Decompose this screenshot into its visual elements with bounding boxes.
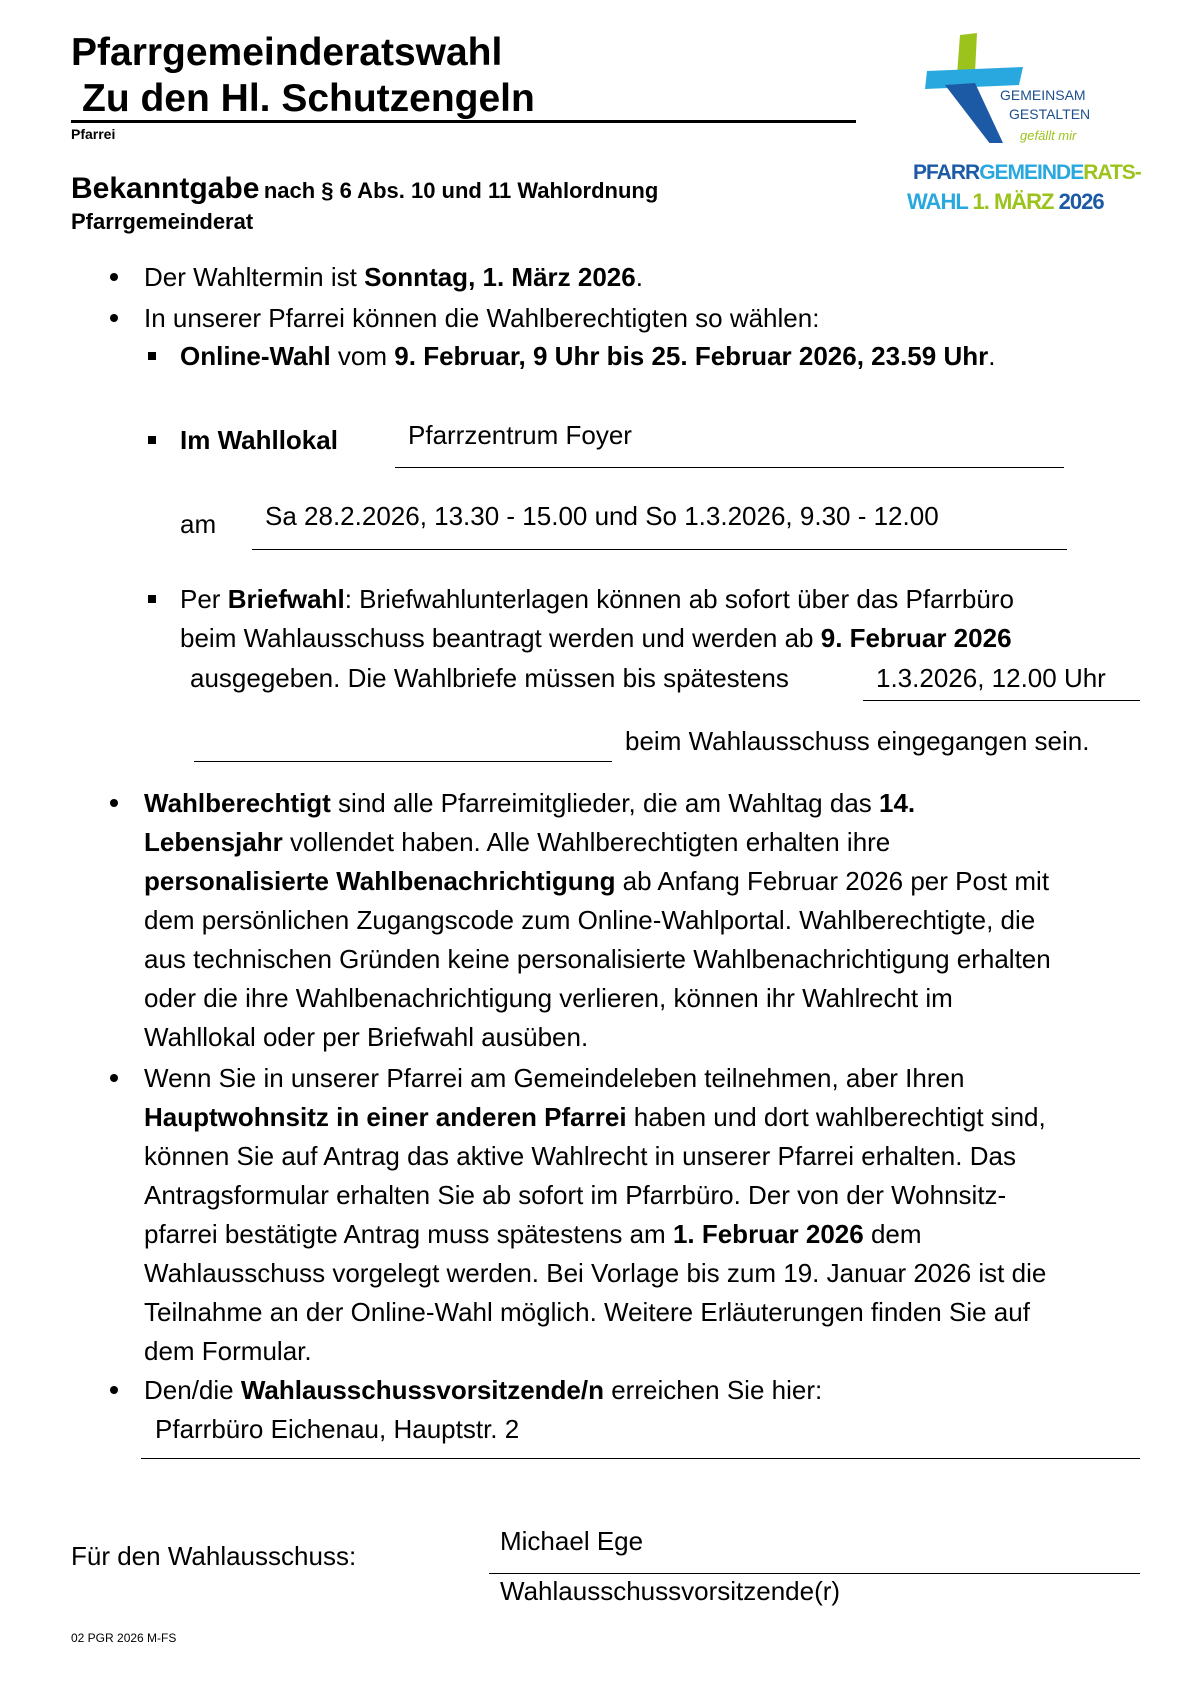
bold-text: Briefwahl <box>227 584 345 614</box>
postal-vote-line3 <box>190 659 789 698</box>
announcement-heading <box>71 172 658 206</box>
paragraph-line <box>144 823 890 862</box>
polling-station-field[interactable]: Pfarrzentrum Foyer <box>408 420 632 450</box>
paragraph-line <box>144 1332 312 1371</box>
text-run: sind alle Pfarreimitglieder, die am Wahltag das <box>330 788 880 818</box>
am-label: am <box>180 509 217 539</box>
bold-text: 9. Februar, 9 Uhr bis 25. Februar 2026, 23.59 Uhr <box>394 341 989 371</box>
text-run: vom <box>330 341 395 371</box>
bullet-marker <box>110 1386 118 1394</box>
logo <box>905 33 1141 223</box>
logo-title1c: RATS- <box>1083 161 1141 184</box>
bold-text: Lebensjahr <box>144 827 283 857</box>
paragraph-line <box>144 1137 1016 1176</box>
text-run: haben und dort wahlberechtigt sind, <box>626 1102 1046 1132</box>
logo-title2c: 2026 <box>1058 189 1104 214</box>
postal-vote-line4: beim Wahlausschuss eingegangen sein. <box>625 726 1090 756</box>
committee-contact-line <box>144 1371 822 1410</box>
postal-vote-line2 <box>180 619 1012 658</box>
bullet-marker <box>110 799 118 807</box>
bold-text: Wahlausschussvorsitzende/n <box>240 1375 604 1405</box>
logo-title2 <box>907 189 1104 215</box>
text-run: können Sie auf Antrag das aktive Wahlrecht in unserer Pfarrei erhalten. Das <box>144 1141 1016 1171</box>
text-run: Der Wahltermin ist <box>144 262 365 292</box>
paragraph-line <box>144 1293 1030 1332</box>
text-run: erreichen Sie hier: <box>603 1375 823 1405</box>
logo-title1a: PFARR <box>913 161 980 184</box>
sub-bullet-marker <box>148 595 156 603</box>
online-voting <box>180 337 995 376</box>
bold-text: personalisierte Wahlbenachrichtigung <box>144 866 616 896</box>
text-run: pfarrei bestätigte Antrag muss spätestens am <box>144 1219 673 1249</box>
text-run: . <box>988 341 996 371</box>
announcement-bold: Bekanntgabe <box>71 172 260 205</box>
parish-label: Pfarrei <box>71 126 116 142</box>
bold-text: 14. <box>879 788 916 818</box>
text-run: Antragsformular erhalten Sie ab sofort im Pfarrbüro. Der von der Wohnsitz- <box>144 1180 1007 1210</box>
text-run: dem Formular. <box>144 1336 312 1366</box>
text-run: . <box>635 262 643 292</box>
paragraph-line <box>144 1018 588 1057</box>
logo-tagline: gefällt mir <box>1020 128 1077 143</box>
footer-code: 02 PGR 2026 M-FS <box>71 1631 177 1645</box>
signature-label: Für den Wahlausschuss: <box>71 1541 357 1571</box>
bullet-marker <box>110 1074 118 1082</box>
paragraph-line <box>144 1176 1006 1215</box>
paragraph-line <box>144 784 915 823</box>
text-run: beim Wahlausschuss beantragt werden und werden ab <box>180 623 821 653</box>
sub-bullet-marker <box>148 436 156 444</box>
bold-text: 1. Februar 2026 <box>672 1219 864 1249</box>
bullet-marker <box>110 273 118 281</box>
text-run: vollendet haben. Alle Wahlberechtigten erhalten ihre <box>282 827 891 857</box>
contact-field[interactable]: Pfarrbüro Eichenau, Hauptstr. 2 <box>155 1414 520 1444</box>
bold-text: Hauptwohnsitz in einer anderen Pfarrei <box>144 1102 627 1132</box>
title-line1: Pfarrgemeinderatswahl <box>71 31 503 74</box>
paragraph-line <box>144 1059 964 1098</box>
text-run: Per <box>180 584 228 614</box>
logo-title1 <box>913 161 1141 185</box>
text-run: Wenn Sie in unserer Pfarrei am Gemeindeleben teilnehmen, aber Ihren <box>144 1063 965 1093</box>
text-run: dem <box>863 1219 922 1249</box>
paragraph-line <box>144 862 1049 901</box>
text-run: Wahllokal oder per Briefwahl ausüben. <box>144 1022 589 1052</box>
title-line2: Zu den Hl. Schutzengeln <box>82 77 535 120</box>
election-date <box>144 258 643 297</box>
field-underline[interactable] <box>194 761 612 762</box>
paragraph-line <box>144 940 1051 979</box>
bold-text: Sonntag, 1. März 2026 <box>364 262 636 292</box>
text-run: aus technischen Gründen keine personalisierte Wahlbenachrichtigung erhalten <box>144 944 1051 974</box>
bold-text: Online-Wahl <box>180 341 331 371</box>
text-run: Teilnahme an der Online-Wahl möglich. Weitere Erläuterungen finden Sie auf <box>144 1297 1030 1327</box>
text-run: dem persönlichen Zugangscode zum Online-Wahlportal. Wahlberechtigte, die <box>144 905 1036 935</box>
announcement-rest: nach § 6 Abs. 10 und 11 Wahlordnung <box>263 178 659 203</box>
text-run: Den/die <box>144 1375 241 1405</box>
polling-station-label: Im Wahllokal <box>180 425 338 455</box>
text-run: : Briefwahlunterlagen können ab sofort über das Pfarrbüro <box>344 584 1014 614</box>
field-underline <box>252 549 1067 550</box>
text-run: oder die ihre Wahlbenachrichtigung verlieren, können ihr Wahlrecht im <box>144 983 953 1013</box>
title-rule <box>71 120 856 123</box>
bullet-marker <box>110 314 118 322</box>
text-run: ausgegeben. Die Wahlbriefe müssen bis spätestens <box>190 663 789 693</box>
paragraph-line <box>144 901 1035 940</box>
polling-times-field[interactable]: Sa 28.2.2026, 13.30 - 15.00 und So 1.3.2026, 9.30 - 12.00 <box>265 501 939 531</box>
logo-line2: GESTALTEN <box>1009 106 1091 122</box>
logo-title2a: WAHL <box>907 189 968 214</box>
paragraph-line <box>144 1254 1046 1293</box>
bold-text: 9. Februar 2026 <box>820 623 1012 653</box>
bold-text: Wahlberechtigt <box>144 788 331 818</box>
field-underline <box>141 1458 1140 1459</box>
voting-methods-intro <box>144 299 819 338</box>
paragraph-line <box>144 1098 1046 1137</box>
body-label: Pfarrgemeinderat <box>71 209 254 234</box>
chair-role: Wahlausschussvorsitzende(r) <box>500 1576 841 1606</box>
logo-line1: GEMEINSAM <box>1000 87 1086 103</box>
postal-deadline-field[interactable]: 1.3.2026, 12.00 Uhr <box>876 663 1106 693</box>
text-run: ab Anfang Februar 2026 per Post mit <box>615 866 1050 896</box>
paragraph-line <box>144 979 953 1018</box>
postal-vote-line1 <box>180 580 1014 619</box>
logo-title1b: GEMEINDE <box>979 161 1084 184</box>
field-underline <box>863 700 1140 701</box>
text-run: In unserer Pfarrei können die Wahlberechtigten so wählen: <box>144 303 820 333</box>
field-underline <box>395 467 1064 468</box>
sub-bullet-marker <box>148 352 156 360</box>
logo-title2b: 1. MÄRZ <box>972 189 1054 214</box>
chair-name-field[interactable]: Michael Ege <box>500 1526 644 1556</box>
paragraph-line <box>144 1215 922 1254</box>
text-run: Wahlausschuss vorgelegt werden. Bei Vorlage bis zum 19. Januar 2026 ist die <box>144 1258 1047 1288</box>
